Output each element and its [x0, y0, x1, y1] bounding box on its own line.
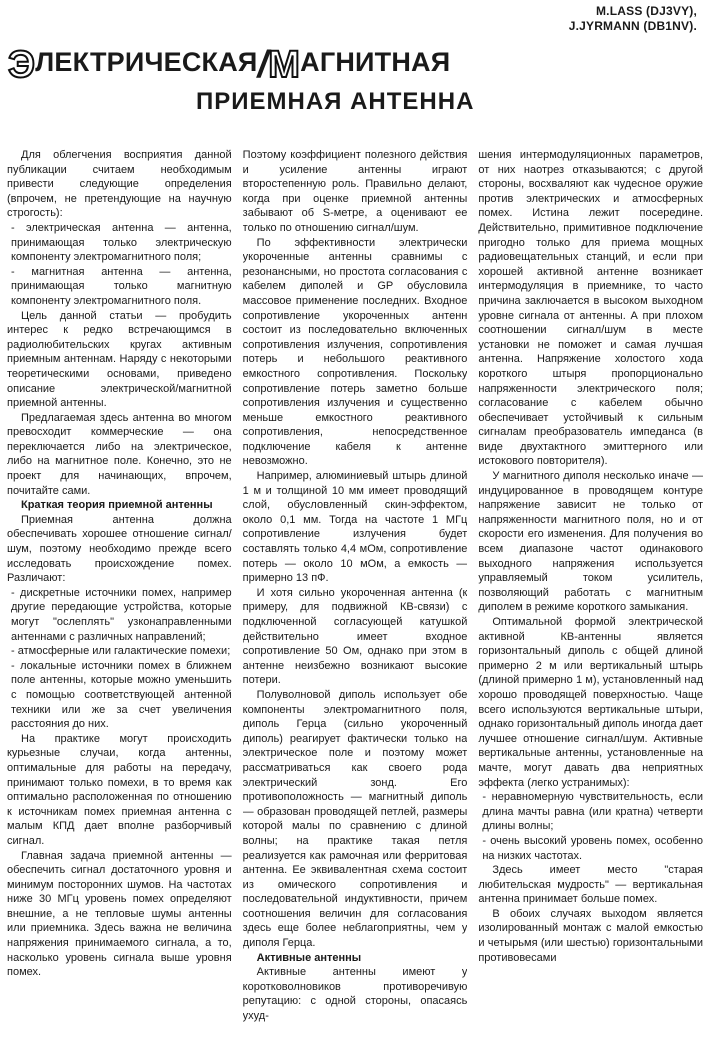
paragraph: У магнитного диполя несколько иначе — индуцированное в проводящем контуре напряжение зависит не только от напряженности магнитного поля, но и от скорости его изменения. Для получения во всем диапазоне частот одинакового выходного напряжения используется управляемый током усилитель, позволяющий работать с магнитным диполем в режиме короткого замыкания. [478, 470, 704, 614]
title-word-magnetic: АГНИТНАЯ [300, 47, 451, 77]
definition-item: - электрическая антенна — антенна, принимающая только электрическую компоненту электромагнитного поля; [11, 221, 232, 264]
author-1: M.LASS (DJ3VY), [595, 4, 697, 18]
title-initial-m: М [268, 44, 301, 86]
list-item: - атмосферные или галактические помехи; [11, 645, 231, 658]
paragraph: Предлагаемая здесь антенна во многом превосходит коммерческие — она переключается либо на электрическое, либо на магнитное поле. Конечно, это не проект для начинающих, впрочем, почитайте сами. [7, 411, 232, 497]
paragraph: Цель данной статьи — пробудить интерес к редко встречающимся в радиолюбительских кругах активным приемным антеннам. Наряду с некоторыми теоретическими основами, приведено описание электрической/магнитной приемной антенны. [7, 309, 232, 410]
definition-item: - магнитная антенна — антенна, принимающая только магнитную компоненту электромагнитного поля. [11, 265, 232, 307]
title-line-2: ПРИЕМНАЯ АНТЕННА [196, 88, 475, 115]
article-body [7, 148, 703, 1048]
column-2 [243, 148, 468, 1048]
authors [569, 4, 697, 34]
paragraph: Оптимальной формой электрической активной КВ-антенны является горизонтальный диполь с общей длиной примерно 2 м или вертикальный штырь (длиной примерно 1 м), установленный над хорошо проводящей поверхностью. Чаще всего используются вертикальные штыри, однако горизонтальный диполь иногда дает лучшее отношение сигнал/шум. Активные вертикальные антенны, установленные на мачте, могут давать два неприятных эффекта (легко устранимых): [478, 616, 704, 789]
paragraph: Здесь имеет место "старая любительская мудрость" — вертикальная антенна принимает больше помех. [478, 864, 704, 906]
column-1 [7, 148, 232, 1048]
list-item: - неравномерную чувствительность, если длина мачты равна (или кратна) четверти длины волны; [482, 791, 704, 833]
paragraph: Поэтому коэффициент полезного действия и усиление антенны играют второстепенную роль. Правильно делают, когда при оценке приемной антенны забывают об S-метре, а оценивают ее только по отношению сигнал/шум. [242, 149, 468, 234]
section-heading: Краткая теория приемной антенны [21, 499, 213, 512]
title-line-1 [8, 44, 450, 87]
column-3 [478, 148, 703, 1048]
paragraph: По эффективности электрически укороченные антенны сравнимы с резонансными, но простота согласования с кабелем диполей и GP обусловила массовое применение последних. Входное сопротивление укороченных антенн состоит из последовательно включенных сопротивления излучения, сопротивления потерь и небольшого реактивного емкостного сопротивления. Поскольку сопротивление потерь заметно больше сопротивления излучения и существенно меньше емкостного реактивного сопротивления, непосредственное подключение кабеля к антенне невозможно. [242, 236, 468, 468]
paragraph: Для облегчения восприятия данной публикации считаем необходимым привести следующие определения (впрочем, не претендующие на научную строгость): [7, 149, 232, 220]
title-slash: / [257, 44, 269, 86]
paragraph: На практике могут происходить курьезные случаи, когда антенны, оптимальные для работы на передачу, принимают только помехи, в то время как оптимально расположенная по отношению к источникам помех приемная антенна с малым КПД дает вполне разборчивый сигнал. [7, 732, 232, 847]
paragraph: Полуволновой диполь использует обе компоненты электромагнитного поля, диполь Герца (сильно укороченный диполь) реагирует фактически только на электрическое поле и поэтому может рассматриваться как своего рода электрический зонд. Его противоположность — магнитный диполь — образован проводящей петлей, размеры которой малы по сравнению с длиной волны; на практике такая петля реализуется как рамочная или ферритовая антенна. Ее эквивалентная схема состоит из омического сопротивления и последовательной индуктивности, причем соотношения величин для согласования здесь еще более неблагоприятны, чем у диполя Герца. [242, 688, 468, 950]
list-item: - очень высокий уровень помех, особенно на низких частотах. [482, 834, 704, 862]
paragraph: Главная задача приемной антенны — обеспечить сигнал достаточного уровня и минимум посторонних шумов. На частотах ниже 30 МГц уровень помех определяют внешние, а не тепловые шумы антенны или приемника. Здесь важна не величина напряжения принимаемого сигнала, а то, насколько уровень сигнала выше уровня помех. [7, 849, 232, 979]
paragraph: И хотя сильно укороченная антенна (к примеру, для подвижной КВ-связи) с подключенной согласующей катушкой действительно имеет входное сопротивление 50 Ом, однако при этом в антенне неизбежно возникают высокие потери. [242, 586, 468, 687]
paragraph: шения интермодуляционных параметров, от них наотрез отказываются; с другой стороны, восхваляют как чудесное оружие против электрических и атмосферных помех. Истина лежит посередине. Действительно, примитивное подключение пригодно только для приема мощных радиовещательных станций, и если при хорошей активной антенне возникает интермодуляция в приемнике, то часто причина заключается в высоком выходном уровне сигнала от антенны. А при плохом соотношении сигнал/шум в месте установки не поможет и самая лучшая антенна. Напряжение холостого хода короткого штыря пропорционально напряженности электрического поля; согласование с кабелем обычно обеспечивает устойчивый к сильным сигналам преобразователь импеданса (в виде двухтактного эмиттерного или истокового повторителя). [478, 149, 704, 468]
author-2: J.JYRMANN (DB1NV). [568, 19, 697, 33]
paragraph: Например, алюминиевый штырь длиной 1 м и толщиной 10 мм имеет проводящий слой, обусловленный скин-эффектом, около 0,1 мм. Тогда на частоте 1 МГц сопротивление излучения будет составлять только 4,4 мОм, сопротивление потерь — около 10 мОм, а емкость — примерно 13 пФ. [242, 470, 468, 585]
paragraph: Приемная антенна должна обеспечивать хорошее отношение сигнал/шум, поэтому необходимо прежде всего исследовать происхождение помех. Различают: [7, 513, 232, 585]
paragraph: Активные антенны имеют у коротковолновиков противоречивую репутацию: с одной стороны, опасаясь ухуд- [242, 966, 468, 1023]
list-item: - локальные источники помех в ближнем поле антенны, которые можно уменьшить с помощью соответствующей антенной техники или же за счет увеличения расстояния до них. [11, 659, 232, 731]
paragraph: В обоих случаях выходом является изолированный монтаж с малой емкостью и четырьмя (или шестью) горизонтальными противовесами [478, 907, 704, 964]
title-word-electric: ЛЕКТРИЧЕСКАЯ [35, 47, 258, 77]
list-item: - дискретные источники помех, например другие передающие устройства, которые могут "ослеплять" узконаправленными антеннами с различных направлений; [11, 586, 232, 643]
section-heading: Активные антенны [256, 951, 362, 964]
title-initial-e: Э [8, 44, 36, 86]
